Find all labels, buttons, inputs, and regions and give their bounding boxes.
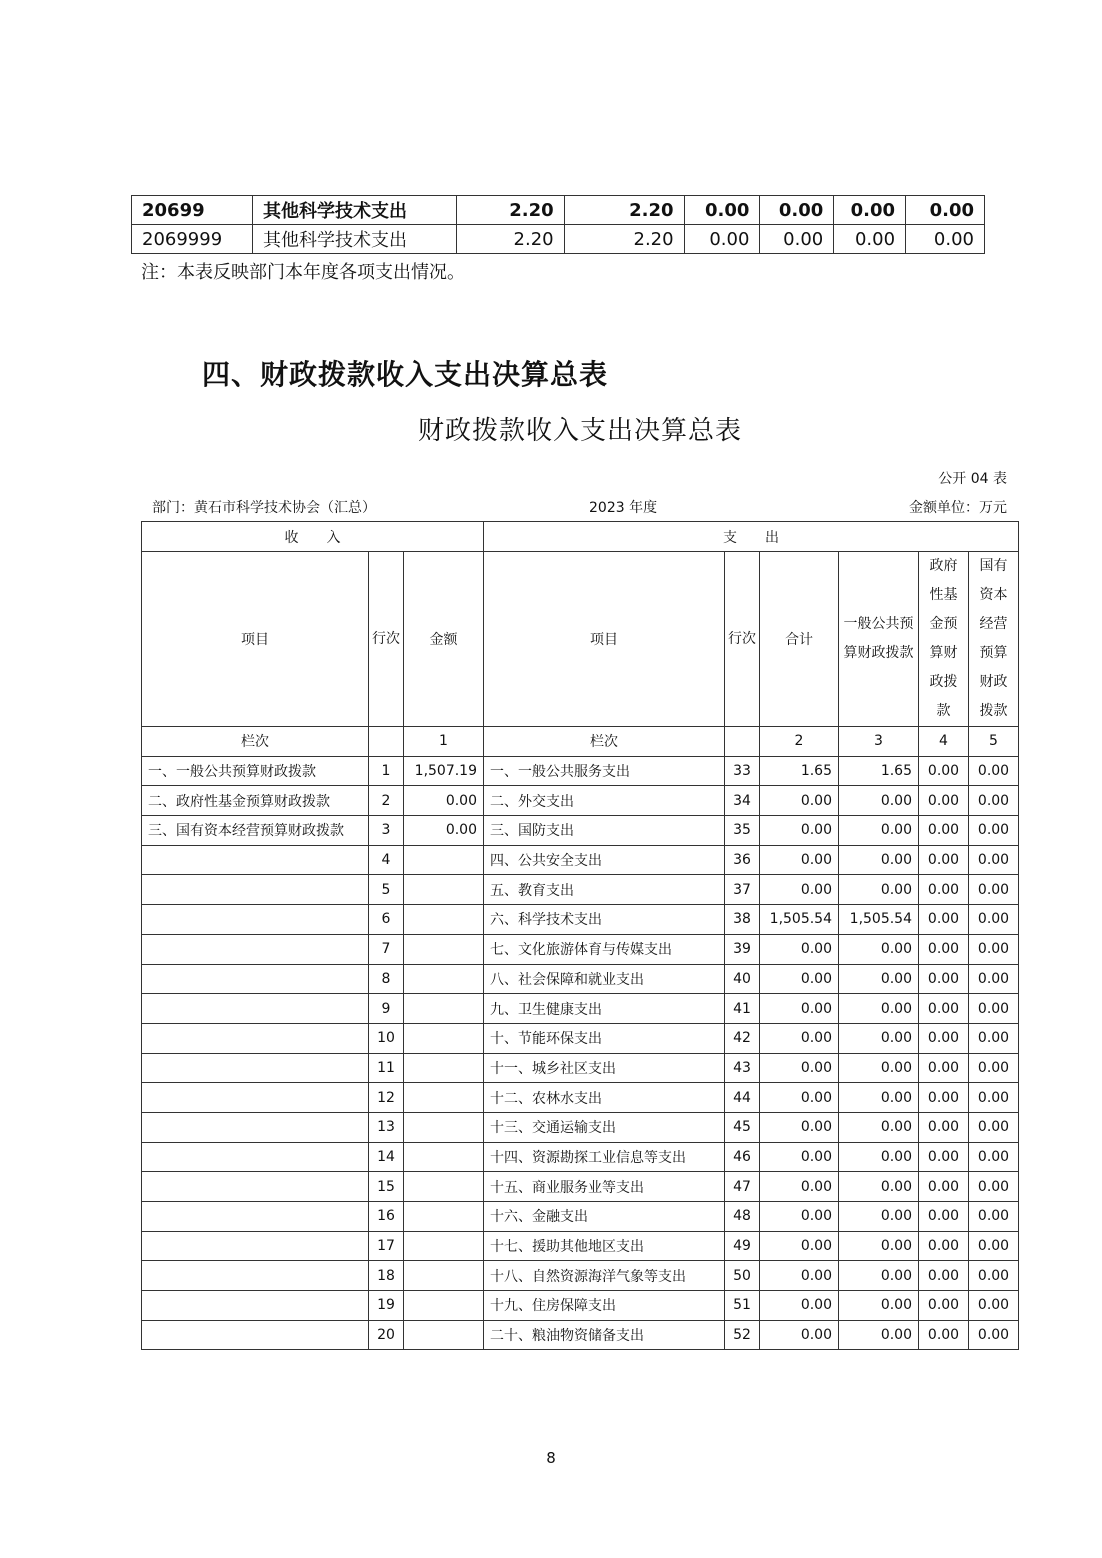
state-capital-amount: 0.00: [969, 816, 1019, 846]
expense-item: 一、一般公共服务支出: [484, 756, 725, 786]
expense-row-number: 34: [725, 786, 760, 816]
income-row-number: 19: [369, 1291, 404, 1321]
value-2: 2.20: [564, 196, 684, 225]
fund-budget-amount: 0.00: [919, 1231, 969, 1261]
income-item: [142, 1320, 369, 1350]
value-4: 0.00: [760, 225, 834, 254]
income-amount: [404, 845, 484, 875]
expense-row-number: 35: [725, 816, 760, 846]
col-index-empty: [369, 727, 404, 757]
income-item: [142, 1291, 369, 1321]
income-row-number: 3: [369, 816, 404, 846]
state-capital-amount: 0.00: [969, 1083, 1019, 1113]
expense-total: 0.00: [760, 964, 839, 994]
expense-total: 0.00: [760, 1261, 839, 1291]
state-capital-amount: 0.00: [969, 1291, 1019, 1321]
income-row-number: 10: [369, 1023, 404, 1053]
expense-row-number: 36: [725, 845, 760, 875]
income-amount: [404, 1142, 484, 1172]
expense-total: 0.00: [760, 1202, 839, 1232]
state-capital-amount: 0.00: [969, 934, 1019, 964]
expense-total: 0.00: [760, 994, 839, 1024]
expense-row-number: 44: [725, 1083, 760, 1113]
top-expense-table: [131, 195, 985, 254]
summary-row: [142, 1320, 1019, 1350]
summary-row: [142, 934, 1019, 964]
value-2: 2.20: [564, 225, 684, 254]
general-budget-amount: 0.00: [839, 994, 919, 1024]
value-5: 0.00: [834, 225, 906, 254]
state-capital-amount: 0.00: [969, 786, 1019, 816]
general-budget-amount: 0.00: [839, 1202, 919, 1232]
general-budget-amount: 0.00: [839, 934, 919, 964]
expense-total: 1,505.54: [760, 905, 839, 935]
summary-row: [142, 1053, 1019, 1083]
main-summary-table: [141, 521, 1019, 1350]
unit-label: 金额单位：万元: [909, 500, 1007, 516]
state-capital-amount: 0.00: [969, 1261, 1019, 1291]
expense-item: 四、公共安全支出: [484, 845, 725, 875]
col-income-amount: 金额: [404, 552, 484, 727]
income-item: [142, 1172, 369, 1202]
income-item: [142, 1261, 369, 1291]
general-budget-amount: 0.00: [839, 1172, 919, 1202]
top-table-row: [132, 225, 985, 254]
expense-row-number: 43: [725, 1053, 760, 1083]
general-budget-amount: 0.00: [839, 1291, 919, 1321]
fund-budget-amount: 0.00: [919, 1053, 969, 1083]
top-table-row: [132, 196, 985, 225]
value-3: 0.00: [684, 196, 760, 225]
income-row-number: 7: [369, 934, 404, 964]
state-capital-amount: 0.00: [969, 1320, 1019, 1350]
expense-item: 六、科学技术支出: [484, 905, 725, 935]
summary-row: [142, 1112, 1019, 1142]
col-index-1: 1: [404, 727, 484, 757]
col-state-capital-budget: 国有资本经营预算财政拨款: [969, 552, 1019, 727]
expense-total: 0.00: [760, 845, 839, 875]
expense-item: 十二、农林水支出: [484, 1083, 725, 1113]
general-budget-amount: 1,505.54: [839, 905, 919, 935]
fund-budget-amount: 0.00: [919, 1320, 969, 1350]
state-capital-amount: 0.00: [969, 1172, 1019, 1202]
income-row-number: 18: [369, 1261, 404, 1291]
income-header: 收 入: [142, 522, 484, 552]
general-budget-amount: 0.00: [839, 1053, 919, 1083]
expense-total: 0.00: [760, 1291, 839, 1321]
income-amount: [404, 1231, 484, 1261]
expense-item: 十九、住房保障支出: [484, 1291, 725, 1321]
value-6: 0.00: [906, 225, 985, 254]
expense-item: 八、社会保障和就业支出: [484, 964, 725, 994]
expense-row-number: 45: [725, 1112, 760, 1142]
income-amount: [404, 1112, 484, 1142]
expense-row-number: 38: [725, 905, 760, 935]
fund-budget-amount: 0.00: [919, 1023, 969, 1053]
income-row-number: 12: [369, 1083, 404, 1113]
col-index-4: 4: [919, 727, 969, 757]
expense-row-number: 40: [725, 964, 760, 994]
income-row-number: 9: [369, 994, 404, 1024]
expense-row-number: 50: [725, 1261, 760, 1291]
general-budget-amount: 0.00: [839, 964, 919, 994]
general-budget-amount: 0.00: [839, 875, 919, 905]
expense-total: 0.00: [760, 1320, 839, 1350]
section-heading: 四、财政拨款收入支出决算总表: [202, 358, 609, 391]
expense-name: 其他科学技术支出: [252, 225, 456, 254]
fund-budget-amount: 0.00: [919, 1112, 969, 1142]
expense-row-number: 42: [725, 1023, 760, 1053]
income-row-number: 6: [369, 905, 404, 935]
expense-row-number: 41: [725, 994, 760, 1024]
income-item: [142, 1202, 369, 1232]
expense-item: 十六、金融支出: [484, 1202, 725, 1232]
summary-row: [142, 1261, 1019, 1291]
fund-budget-amount: 0.00: [919, 756, 969, 786]
income-amount: 1,507.19: [404, 756, 484, 786]
col-income-item: 项目: [142, 552, 369, 727]
income-row-number: 14: [369, 1142, 404, 1172]
value-1: 2.20: [456, 196, 564, 225]
expense-item: 十一、城乡社区支出: [484, 1053, 725, 1083]
expense-item: 九、卫生健康支出: [484, 994, 725, 1024]
income-item: 三、国有资本经营预算财政拨款: [142, 816, 369, 846]
income-amount: [404, 1023, 484, 1053]
summary-row: [142, 816, 1019, 846]
expense-item: 十七、援助其他地区支出: [484, 1231, 725, 1261]
col-index-label-2: 栏次: [484, 727, 725, 757]
general-budget-amount: 0.00: [839, 845, 919, 875]
state-capital-amount: 0.00: [969, 1142, 1019, 1172]
fund-budget-amount: 0.00: [919, 905, 969, 935]
department-label: 部门：黄石市科学技术协会（汇总）: [152, 500, 376, 516]
general-budget-amount: 1.65: [839, 756, 919, 786]
col-expense-item: 项目: [484, 552, 725, 727]
expense-item: 五、教育支出: [484, 875, 725, 905]
value-1: 2.20: [456, 225, 564, 254]
state-capital-amount: 0.00: [969, 875, 1019, 905]
summary-row: [142, 786, 1019, 816]
income-row-number: 15: [369, 1172, 404, 1202]
summary-row: [142, 875, 1019, 905]
income-row-number: 8: [369, 964, 404, 994]
expense-row-number: 49: [725, 1231, 760, 1261]
general-budget-amount: 0.00: [839, 1142, 919, 1172]
general-budget-amount: 0.00: [839, 1083, 919, 1113]
income-item: [142, 875, 369, 905]
summary-row: [142, 756, 1019, 786]
income-amount: [404, 964, 484, 994]
expense-row-number: 37: [725, 875, 760, 905]
income-row-number: 1: [369, 756, 404, 786]
expense-total: 1.65: [760, 756, 839, 786]
summary-row: [142, 1231, 1019, 1261]
income-item: [142, 1231, 369, 1261]
income-item: [142, 964, 369, 994]
income-item: [142, 994, 369, 1024]
expense-item: 十三、交通运输支出: [484, 1112, 725, 1142]
expense-row-number: 52: [725, 1320, 760, 1350]
summary-row: [142, 964, 1019, 994]
general-budget-amount: 0.00: [839, 1231, 919, 1261]
table-title: 财政拨款收入支出决算总表: [417, 416, 742, 446]
fund-budget-amount: 0.00: [919, 1083, 969, 1113]
expense-item: 十五、商业服务业等支出: [484, 1172, 725, 1202]
income-amount: [404, 1261, 484, 1291]
fund-budget-amount: 0.00: [919, 816, 969, 846]
value-3: 0.00: [684, 225, 760, 254]
expense-total: 0.00: [760, 1112, 839, 1142]
general-budget-amount: 0.00: [839, 1320, 919, 1350]
value-4: 0.00: [760, 196, 834, 225]
general-budget-amount: 0.00: [839, 816, 919, 846]
income-amount: [404, 905, 484, 935]
state-capital-amount: 0.00: [969, 994, 1019, 1024]
summary-row: [142, 1142, 1019, 1172]
state-capital-amount: 0.00: [969, 1053, 1019, 1083]
income-amount: [404, 1320, 484, 1350]
income-amount: [404, 875, 484, 905]
income-row-number: 2: [369, 786, 404, 816]
state-capital-amount: 0.00: [969, 1112, 1019, 1142]
year-label: 2023 年度: [589, 500, 658, 516]
col-index-empty-2: [725, 727, 760, 757]
expense-row-number: 47: [725, 1172, 760, 1202]
value-5: 0.00: [834, 196, 906, 225]
expense-row-number: 48: [725, 1202, 760, 1232]
income-row-number: 16: [369, 1202, 404, 1232]
expense-total: 0.00: [760, 816, 839, 846]
fund-budget-amount: 0.00: [919, 1291, 969, 1321]
state-capital-amount: 0.00: [969, 1023, 1019, 1053]
summary-row: [142, 1083, 1019, 1113]
form-code: 公开 04 表: [938, 471, 1007, 487]
income-amount: 0.00: [404, 816, 484, 846]
expense-total: 0.00: [760, 875, 839, 905]
col-index-2: 2: [760, 727, 839, 757]
value-6: 0.00: [906, 196, 985, 225]
expense-total: 0.00: [760, 1172, 839, 1202]
expense-item: 二十、粮油物资储备支出: [484, 1320, 725, 1350]
state-capital-amount: 0.00: [969, 845, 1019, 875]
expense-total: 0.00: [760, 1053, 839, 1083]
state-capital-amount: 0.00: [969, 1231, 1019, 1261]
expense-header: 支 出: [484, 522, 1019, 552]
income-amount: [404, 934, 484, 964]
income-row-number: 17: [369, 1231, 404, 1261]
col-total: 合计: [760, 552, 839, 727]
fund-budget-amount: 0.00: [919, 1261, 969, 1291]
expense-item: 七、文化旅游体育与传媒支出: [484, 934, 725, 964]
income-item: 二、政府性基金预算财政拨款: [142, 786, 369, 816]
fund-budget-amount: 0.00: [919, 934, 969, 964]
col-general-budget: 一般公共预算财政拨款: [839, 552, 919, 727]
income-amount: [404, 1172, 484, 1202]
expense-total: 0.00: [760, 1142, 839, 1172]
summary-row: [142, 1023, 1019, 1053]
state-capital-amount: 0.00: [969, 756, 1019, 786]
expense-row-number: 39: [725, 934, 760, 964]
summary-row: [142, 845, 1019, 875]
general-budget-amount: 0.00: [839, 1112, 919, 1142]
expense-item: 三、国防支出: [484, 816, 725, 846]
summary-row: [142, 1202, 1019, 1232]
income-amount: 0.00: [404, 786, 484, 816]
expense-row-number: 46: [725, 1142, 760, 1172]
expense-item: 十八、自然资源海洋气象等支出: [484, 1261, 725, 1291]
income-row-number: 4: [369, 845, 404, 875]
expense-total: 0.00: [760, 786, 839, 816]
income-item: 一、一般公共预算财政拨款: [142, 756, 369, 786]
summary-row: [142, 1291, 1019, 1321]
income-amount: [404, 1291, 484, 1321]
expense-total: 0.00: [760, 1083, 839, 1113]
income-amount: [404, 994, 484, 1024]
fund-budget-amount: 0.00: [919, 875, 969, 905]
summary-row: [142, 994, 1019, 1024]
income-item: [142, 905, 369, 935]
general-budget-amount: 0.00: [839, 1261, 919, 1291]
income-item: [142, 845, 369, 875]
state-capital-amount: 0.00: [969, 905, 1019, 935]
general-budget-amount: 0.00: [839, 786, 919, 816]
income-row-number: 13: [369, 1112, 404, 1142]
col-fund-budget: 政府性基金预算财政拨款: [919, 552, 969, 727]
top-table-note: 注：本表反映部门本年度各项支出情况。: [141, 262, 465, 283]
income-row-number: 11: [369, 1053, 404, 1083]
income-item: [142, 1053, 369, 1083]
page-number: 8: [546, 1449, 556, 1467]
expense-item: 二、外交支出: [484, 786, 725, 816]
expense-total: 0.00: [760, 1023, 839, 1053]
income-item: [142, 1112, 369, 1142]
income-item: [142, 1083, 369, 1113]
fund-budget-amount: 0.00: [919, 1202, 969, 1232]
income-row-number: 20: [369, 1320, 404, 1350]
fund-budget-amount: 0.00: [919, 845, 969, 875]
income-item: [142, 934, 369, 964]
fund-budget-amount: 0.00: [919, 964, 969, 994]
income-item: [142, 1023, 369, 1053]
expense-code: 2069999: [132, 225, 253, 254]
state-capital-amount: 0.00: [969, 964, 1019, 994]
col-index-5: 5: [969, 727, 1019, 757]
income-row-number: 5: [369, 875, 404, 905]
col-expense-row: 行次: [725, 552, 760, 727]
fund-budget-amount: 0.00: [919, 786, 969, 816]
expense-row-number: 33: [725, 756, 760, 786]
income-amount: [404, 1202, 484, 1232]
expense-code: 20699: [132, 196, 253, 225]
expense-total: 0.00: [760, 1231, 839, 1261]
col-index-label: 栏次: [142, 727, 369, 757]
state-capital-amount: 0.00: [969, 1202, 1019, 1232]
fund-budget-amount: 0.00: [919, 994, 969, 1024]
summary-row: [142, 905, 1019, 935]
expense-item: 十四、资源勘探工业信息等支出: [484, 1142, 725, 1172]
income-item: [142, 1142, 369, 1172]
expense-total: 0.00: [760, 934, 839, 964]
expense-name: 其他科学技术支出: [252, 196, 456, 225]
col-index-3: 3: [839, 727, 919, 757]
expense-row-number: 51: [725, 1291, 760, 1321]
summary-row: [142, 1172, 1019, 1202]
fund-budget-amount: 0.00: [919, 1172, 969, 1202]
income-amount: [404, 1083, 484, 1113]
expense-item: 十、节能环保支出: [484, 1023, 725, 1053]
fund-budget-amount: 0.00: [919, 1142, 969, 1172]
col-income-row: 行次: [369, 552, 404, 727]
general-budget-amount: 0.00: [839, 1023, 919, 1053]
income-amount: [404, 1053, 484, 1083]
